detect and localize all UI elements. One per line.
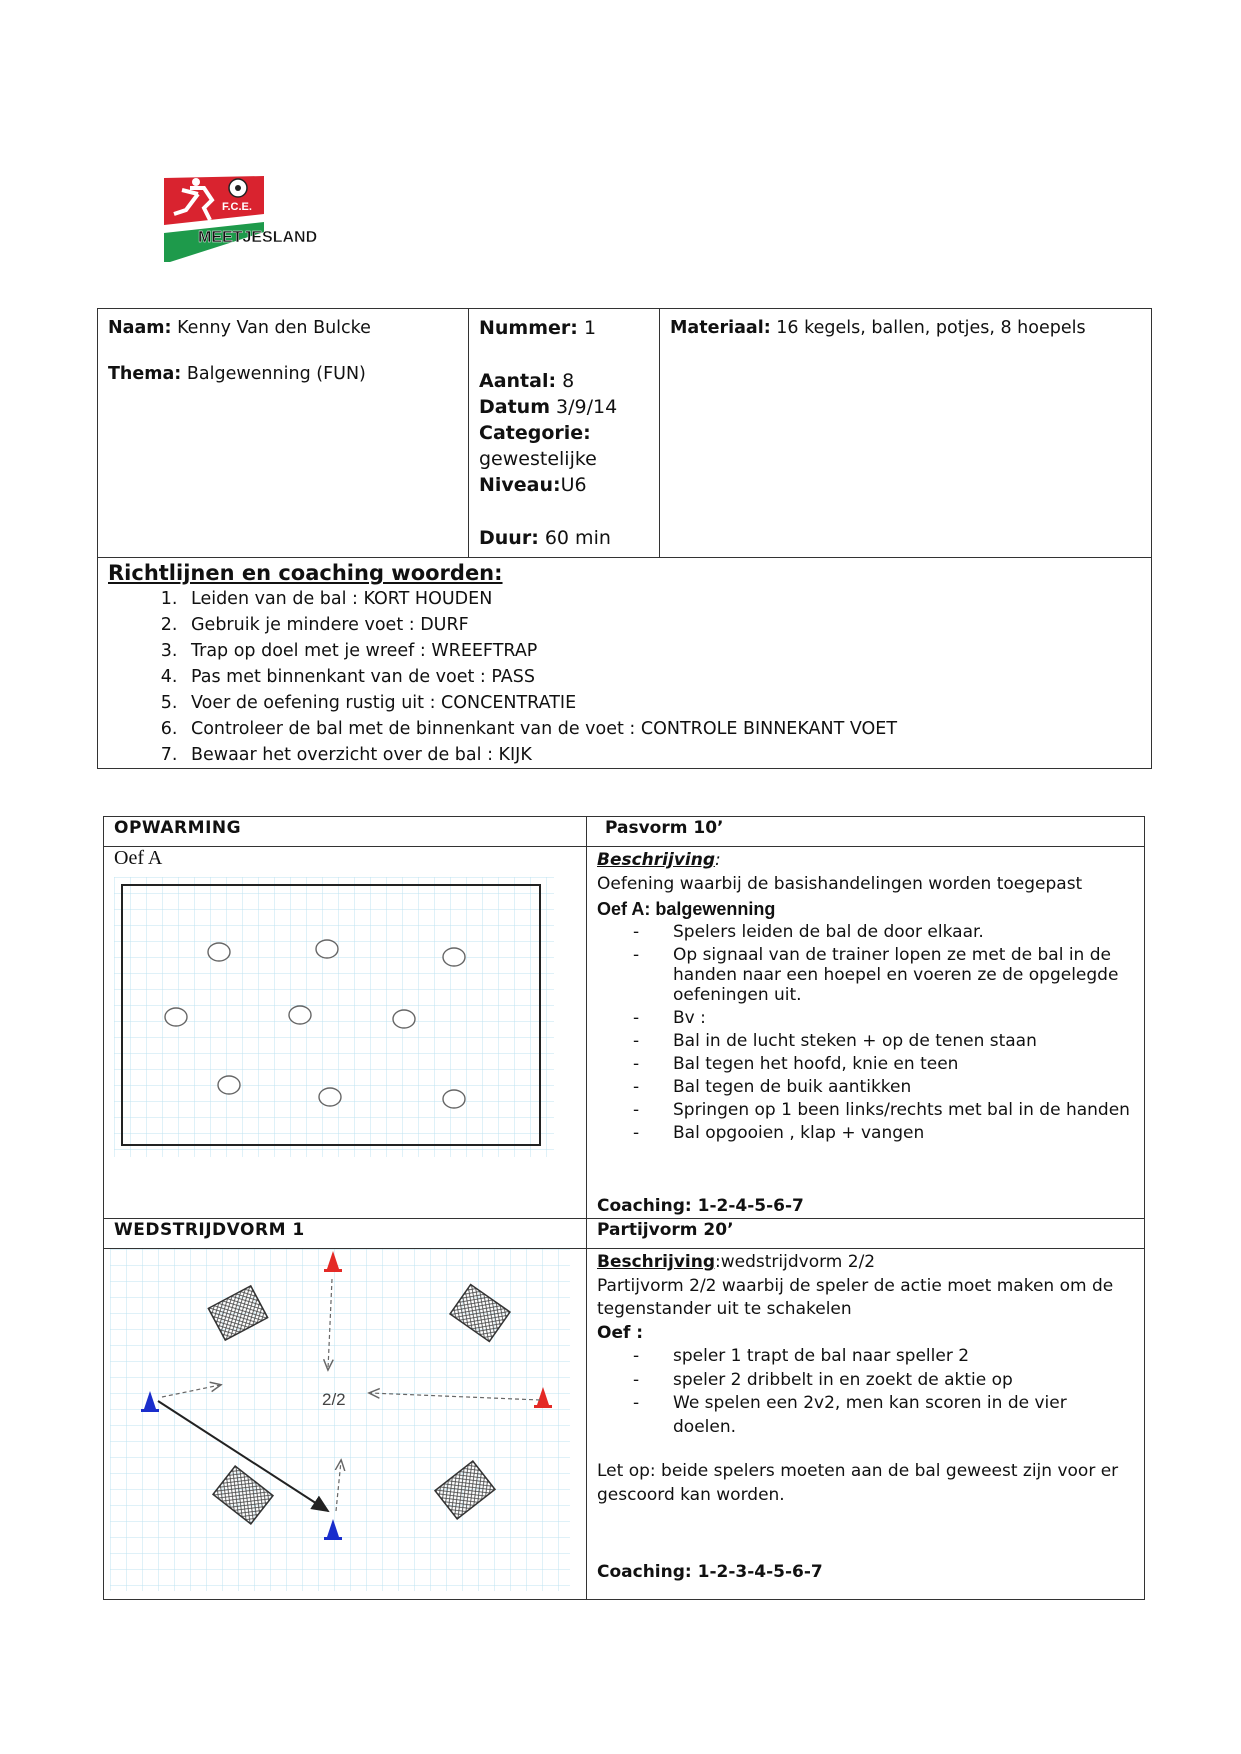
logo-line1: F.C.E. bbox=[222, 201, 252, 213]
match-oef-label: Oef : bbox=[597, 1322, 644, 1343]
aantal-label: Aantal: bbox=[479, 370, 557, 392]
coaching-cell bbox=[98, 558, 1152, 769]
oef-a-label: Oef A bbox=[114, 847, 163, 869]
warmup-oef-title: Oef A: balgewenning bbox=[597, 899, 776, 919]
match-desc-label: Beschrijving bbox=[597, 1252, 716, 1272]
coaching-item: 1. Leiden van de bal : KORT HOUDEN bbox=[183, 586, 1141, 612]
naam-label: Naam: bbox=[108, 318, 172, 338]
duur-label: Duur: bbox=[479, 527, 539, 549]
categorie-value: gewestelijke bbox=[479, 448, 597, 470]
nummer-label: Nummer: bbox=[479, 317, 578, 339]
warmup-desc-label: Beschrijving bbox=[597, 850, 716, 870]
warmup-desc-colon: : bbox=[715, 850, 721, 870]
warmup-step: - Bal tegen de buik aantikken bbox=[633, 1077, 1134, 1097]
warmup-form: Pasvorm 10’ bbox=[587, 817, 1145, 847]
nummer-value: 1 bbox=[583, 317, 597, 339]
warmup-diagram bbox=[114, 877, 554, 1157]
materiaal-label: Materiaal: bbox=[670, 318, 771, 338]
warmup-step: - Bv : bbox=[633, 1008, 1134, 1028]
warmup-steps bbox=[597, 922, 1134, 1143]
coaching-item: 7. Bewaar het overzicht over de bal : KIJK bbox=[183, 742, 1141, 768]
match-note: Let op: beide spelers moeten aan de bal geweest zijn voor er gescoord kan worden. bbox=[597, 1461, 1119, 1505]
match-description-cell bbox=[587, 1249, 1145, 1600]
warmup-step: - Bal opgooien , klap + vangen bbox=[633, 1123, 1134, 1143]
info-table bbox=[97, 308, 1152, 769]
niveau-value: U6 bbox=[560, 474, 587, 496]
match-diagram-cell bbox=[104, 1249, 587, 1600]
naam-value: Kenny Van den Bulcke bbox=[177, 318, 371, 338]
match-step: - speler 1 trapt de bal naar speller 2 bbox=[633, 1345, 1134, 1369]
name-theme-cell bbox=[98, 309, 469, 558]
warmup-step: - Op signaal van de trainer lopen ze met de bal in de handen naar een hoepel en voeren ze de opgelegde oefeningen uit. bbox=[633, 945, 1134, 1005]
match-desc-rest: :wedstrijdvorm 2/2 bbox=[715, 1252, 876, 1272]
warmup-step: - Spelers leiden de bal de door elkaar. bbox=[633, 922, 1134, 942]
duur-value: 60 min bbox=[544, 527, 611, 549]
coaching-list bbox=[108, 586, 1141, 768]
club-logo bbox=[160, 170, 320, 270]
warmup-coaching: Coaching: 1-2-4-5-6-7 bbox=[597, 1195, 804, 1216]
coaching-item: 4. Pas met binnenkant van de voet : PASS bbox=[183, 664, 1141, 690]
match-desc: Partijvorm 2/2 waarbij de speler de actie moet maken om de tegenstander uit te schakelen bbox=[597, 1275, 1114, 1319]
coaching-item: 3. Trap op doel met je wreef : WREEFTRAP bbox=[183, 638, 1141, 664]
exercise-table bbox=[103, 816, 1145, 1600]
coaching-item: 6. Controleer de bal met de binnenkant van de voet : CONTROLE BINNEKANT VOET bbox=[183, 716, 1141, 742]
match-coaching-label: Coaching bbox=[597, 1562, 685, 1582]
materiaal-value: 16 kegels, ballen, potjes, 8 hoepels bbox=[776, 318, 1086, 338]
warmup-description-cell bbox=[587, 847, 1145, 1219]
match-coaching-value: : 1-2-3-4-5-6-7 bbox=[684, 1562, 823, 1582]
diagram-label: 2/2 bbox=[322, 1390, 346, 1409]
thema-label: Thema: bbox=[108, 364, 182, 384]
coaching-title: Richtlijnen en coaching woorden: bbox=[108, 561, 503, 585]
datum-label: Datum bbox=[479, 396, 550, 418]
material-cell bbox=[660, 309, 1152, 558]
coaching-item: 5. Voer de oefening rustig uit : CONCENTRATIE bbox=[183, 690, 1141, 716]
aantal-value: 8 bbox=[562, 370, 575, 392]
niveau-label: Niveau: bbox=[479, 474, 561, 496]
categorie-label: Categorie: bbox=[479, 422, 591, 444]
warmup-desc: Oefening waarbij de basishandelingen worden toegepast bbox=[597, 873, 1083, 894]
warmup-step: - Bal in de lucht steken + op de tenen staan bbox=[633, 1031, 1134, 1051]
thema-value: Balgewenning (FUN) bbox=[186, 364, 366, 384]
match-step: - We spelen een 2v2, men kan scoren in de vier doelen. bbox=[633, 1392, 1134, 1439]
warmup-step: - Springen op 1 been links/rechts met bal in de handen bbox=[633, 1100, 1134, 1120]
match-form: Partijvorm 20’ bbox=[587, 1219, 1145, 1249]
logo-line2: MEETJESLAND bbox=[198, 229, 318, 246]
match-steps bbox=[597, 1345, 1134, 1439]
datum-value: 3/9/14 bbox=[556, 396, 618, 418]
meta-cell bbox=[469, 309, 660, 558]
match-diagram bbox=[110, 1249, 570, 1591]
match-step: - speler 2 dribbelt in en zoekt de aktie op bbox=[633, 1369, 1134, 1393]
warmup-step: - Bal tegen het hoofd, knie en teen bbox=[633, 1054, 1134, 1074]
warmup-title: OPWARMING bbox=[104, 817, 587, 847]
coaching-item: 2. Gebruik je mindere voet : DURF bbox=[183, 612, 1141, 638]
warmup-diagram-cell bbox=[104, 847, 587, 1219]
match-title: WEDSTRIJDVORM 1 bbox=[104, 1219, 587, 1249]
